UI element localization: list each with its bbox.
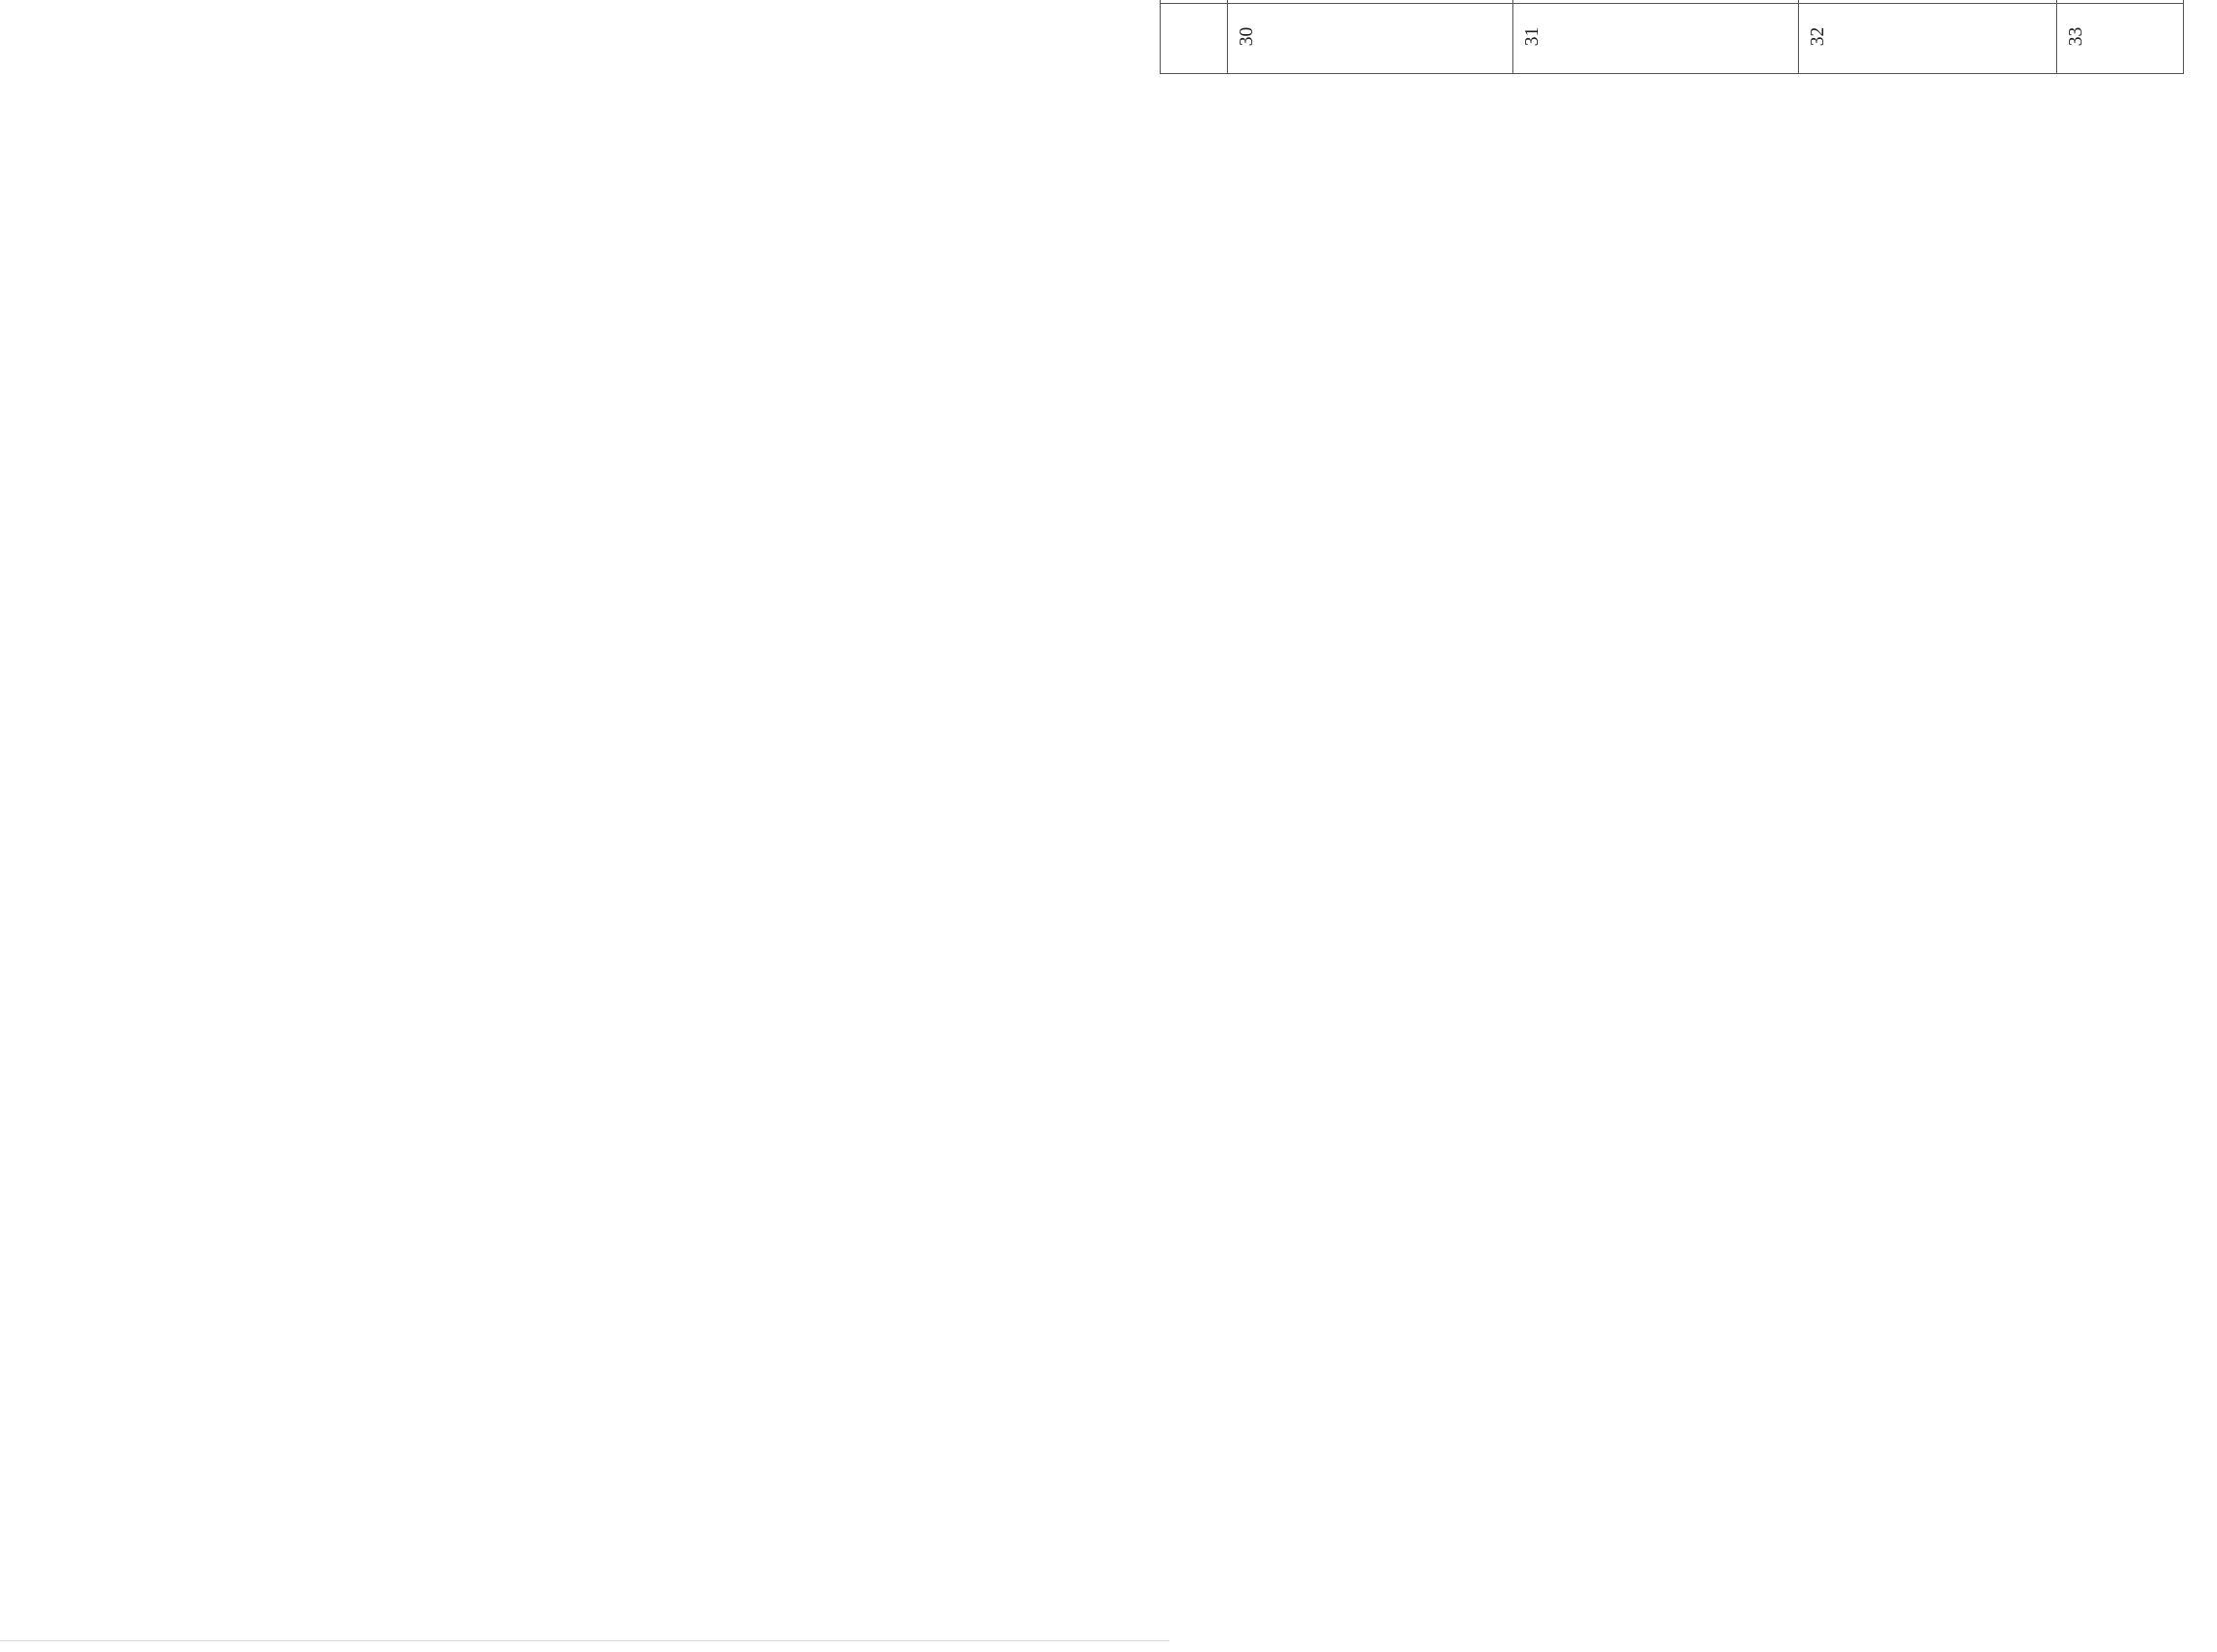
event-name-cell <box>1799 0 2057 4</box>
scan-edge <box>0 1640 1169 1641</box>
row-number: 31 <box>1513 4 1799 74</box>
table-body <box>1161 0 2184 74</box>
table-row <box>1161 0 1228 74</box>
row-number <box>1161 4 1228 74</box>
table-row <box>1228 0 1513 74</box>
row-number: 33 <box>2057 4 2184 74</box>
event-name-cell <box>1513 0 1799 4</box>
event-name-cell <box>1161 0 1228 4</box>
table-row <box>1799 0 2057 74</box>
event-name-cell <box>2057 0 2184 4</box>
table-row <box>2057 0 2184 74</box>
rotated-landscape-content <box>1160 0 2193 74</box>
event-name-cell <box>1228 0 1513 4</box>
row-number: 32 <box>1799 4 2057 74</box>
subsidy-table <box>1160 0 2184 74</box>
row-number: 30 <box>1228 4 1513 74</box>
table-row <box>1513 0 1799 74</box>
